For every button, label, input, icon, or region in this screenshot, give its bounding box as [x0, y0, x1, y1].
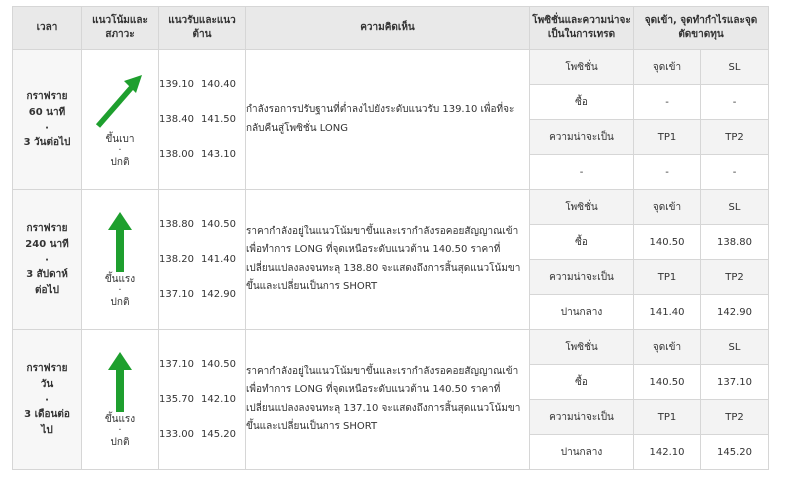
probability-label: ความน่าจะเป็น [530, 260, 634, 295]
resistance-value: 140.40 [201, 79, 236, 90]
timeframe-label: 60 นาที [28, 106, 66, 118]
entry-label: จุดเข้า [634, 330, 701, 365]
timeframe-label: กราฟราย [26, 222, 68, 234]
support-value: 138.80 [159, 219, 194, 230]
resistance-value: 140.50 [201, 359, 236, 370]
resistance-value: 140.50 [201, 219, 236, 230]
period-label: ไป [41, 424, 53, 436]
position-label: โพซิชั่น [530, 190, 634, 225]
resistance-value: 141.40 [201, 254, 236, 265]
trend-cell: ขึ้นแรง · ปกติ [82, 330, 159, 470]
timeframe-cell: กราฟราย 60 นาที · 3 วันต่อไป [13, 50, 82, 190]
position-label: โพซิชั่น [530, 330, 634, 365]
levels-cell [159, 50, 246, 190]
levels-cell [159, 190, 246, 330]
arrow-up-icon [82, 350, 158, 412]
sl-label: SL [701, 330, 769, 365]
period-label: 3 วันต่อไป [23, 136, 71, 148]
tp2-label: TP2 [701, 120, 769, 155]
sl-label: SL [701, 190, 769, 225]
tp2-label: TP2 [701, 400, 769, 435]
tp1-value: 141.40 [634, 295, 701, 330]
condition-label: ปกติ [110, 437, 130, 448]
probability-label: ความน่าจะเป็น [530, 120, 634, 155]
trend-cell: ขึ้นแรง · ปกติ [82, 190, 159, 330]
support-value: 137.10 [159, 289, 194, 300]
timeframe-cell: กราฟราย วัน · 3 เดือนต่อ ไป [13, 330, 82, 470]
period-label: 3 เดือนต่อ [24, 408, 70, 420]
sl-label: SL [701, 50, 769, 85]
table-row [13, 50, 769, 85]
timeframe-label: 240 นาที [25, 238, 69, 250]
trend-cell: ขึ้นเบา · ปกติ [82, 50, 159, 190]
support-value: 138.20 [159, 254, 194, 265]
resistance-value: 143.10 [201, 149, 236, 160]
table-row [13, 330, 769, 365]
tp2-value: - [701, 155, 769, 190]
support-value: 139.10 [159, 79, 194, 90]
probability-value: ปานกลาง [530, 295, 634, 330]
entry-value: 140.50 [634, 225, 701, 260]
trend-label: ขึ้นแรง [104, 414, 136, 425]
sl-value: - [701, 85, 769, 120]
trend-label: ขึ้นเบา [105, 134, 135, 145]
header-trend: แนวโน้มและสภาวะ [82, 7, 159, 50]
condition-label: ปกติ [110, 157, 130, 168]
tp2-label: TP2 [701, 260, 769, 295]
comment-cell: ราคากำลังอยู่ในแนวโน้มขาขึ้นและเรากำลังรอคอยสัญญาณเข้าเพื่อทำการ LONG ที่จุดเหนือระดับแนวต้าน 140.50 ราคาที่เปลี่ยนแปลงลงจนทะลุ 138.80 จะแสดงถึงการสิ้นสุดแนวโน้มขาขึ้นและเปลี่ยนเป็นการ SHORT [246, 190, 530, 330]
entry-value: 140.50 [634, 365, 701, 400]
support-value: 138.40 [159, 114, 194, 125]
probability-value: ปานกลาง [530, 435, 634, 470]
header-row [13, 7, 769, 50]
tp2-value: 145.20 [701, 435, 769, 470]
header-time: เวลา [13, 7, 82, 50]
header-levels: แนวรับและแนวต้าน [159, 7, 246, 50]
table-row [13, 190, 769, 225]
position-value: ซื้อ [530, 365, 634, 400]
support-value: 137.10 [159, 359, 194, 370]
probability-value: - [530, 155, 634, 190]
sl-value: 137.10 [701, 365, 769, 400]
resistance-value: 142.90 [201, 289, 236, 300]
support-value: 133.00 [159, 429, 194, 440]
tp1-value: 142.10 [634, 435, 701, 470]
sl-value: 138.80 [701, 225, 769, 260]
position-label: โพซิชั่น [530, 50, 634, 85]
tp1-label: TP1 [634, 120, 701, 155]
resistance-value: 145.20 [201, 429, 236, 440]
header-position: โพซิชั่นและความน่าจะเป็นในการเทรด [530, 7, 634, 50]
timeframe-cell: กราฟราย 240 นาที · 3 สัปดาห์ ต่อไป [13, 190, 82, 330]
position-value: ซื้อ [530, 85, 634, 120]
comment-cell: กำลังรอการปรับฐานที่ต่ำลงไปยังระดับแนวรับ 139.10 เพื่อที่จะกลับคืนสู่โพซิชั่น LONG [246, 50, 530, 190]
timeframe-label: วัน [40, 378, 54, 390]
header-targets: จุดเข้า, จุดทำกำไรและจุดตัดขาดทุน [634, 7, 769, 50]
timeframe-label: กราฟราย [26, 90, 68, 102]
support-value: 135.70 [159, 394, 194, 405]
timeframe-label: กราฟราย [26, 362, 68, 374]
condition-label: ปกติ [110, 297, 130, 308]
resistance-value: 142.10 [201, 394, 236, 405]
probability-label: ความน่าจะเป็น [530, 400, 634, 435]
entry-label: จุดเข้า [634, 190, 701, 225]
tp1-value: - [634, 155, 701, 190]
entry-value: - [634, 85, 701, 120]
tp1-label: TP1 [634, 400, 701, 435]
support-value: 138.00 [159, 149, 194, 160]
comment-cell: ราคากำลังอยู่ในแนวโน้มขาขึ้นและเรากำลังรอคอยสัญญาณเข้าเพื่อทำการ LONG ที่จุดเหนือระดับแนวต้าน 140.50 ราคาที่เปลี่ยนแปลงลงจนทะลุ 137.10 จะแสดงถึงการสิ้นสุดแนวโน้มขาขึ้นและเปลี่ยนเป็นการ SHORT [246, 330, 530, 470]
resistance-value: 141.50 [201, 114, 236, 125]
entry-label: จุดเข้า [634, 50, 701, 85]
period-label: ต่อไป [35, 284, 59, 296]
header-comment: ความคิดเห็น [246, 7, 530, 50]
tp2-value: 142.90 [701, 295, 769, 330]
forecast-table [12, 6, 769, 470]
tp1-label: TP1 [634, 260, 701, 295]
arrow-up-icon [82, 210, 158, 272]
levels-cell [159, 330, 246, 470]
position-value: ซื้อ [530, 225, 634, 260]
trend-label: ขึ้นแรง [104, 274, 136, 285]
period-label: 3 สัปดาห์ [26, 268, 68, 280]
arrow-up-right-icon [82, 70, 158, 132]
